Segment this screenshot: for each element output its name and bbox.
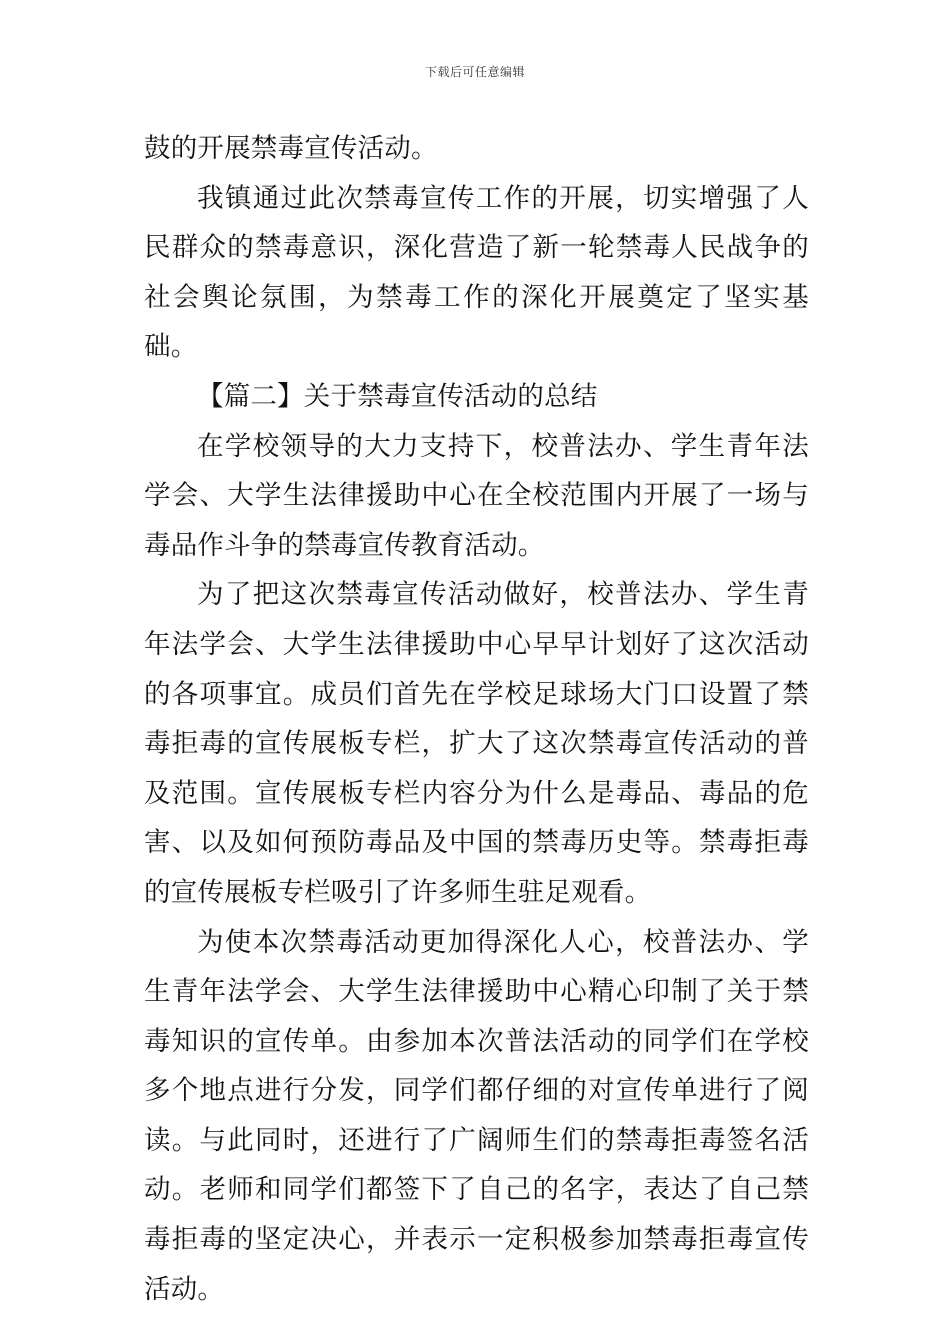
section-heading: 【篇二】关于禁毒宣传活动的总结 [197, 380, 598, 412]
paragraph-1: 鼓的开展禁毒宣传活动。 [144, 133, 438, 164]
paragraph-2: 我镇通过此次禁毒宣传工作的开展，切实增强了人民群众的禁毒意识，深化营造了新一轮禁毒人民战争的社会舆论氛围，为禁毒工作的深化开展奠定了坚实基础。 [144, 182, 809, 363]
document-body [144, 124, 809, 1314]
paragraph-4: 为了把这次禁毒宣传活动做好，校普法办、学生青年法学会、大学生法律援助中心早早计划好了这次活动的各项事宜。成员们首先在学校足球场大门口设置了禁毒拒毒的宣传展板专栏，扩大了这次禁毒宣传活动的普及范围。宣传展板专栏内容分为什么是毒品、毒品的危害、以及如何预防毒品及中国的禁毒历史等。禁毒拒毒的宣传展板专栏吸引了许多师生驻足观看。 [144, 579, 809, 908]
page-header: 下载后可任意编辑 [424, 65, 525, 79]
paragraph-5: 为使本次禁毒活动更加得深化人心，校普法办、学生青年法学会、大学生法律援助中心精心印制了关于禁毒知识的宣传单。由参加本次普法活动的同学们在学校多个地点进行分发，同学们都仔细的对宣传单进行了阅读。与此同时，还进行了广阔师生们的禁毒拒毒签名活动。老师和同学们都签下了自己的名字，表达了自己禁毒拒毒的坚定决心，并表示一定积极参加禁毒拒毒宣传活动。 [144, 926, 809, 1305]
paragraph-3: 在学校领导的大力支持下，校普法办、学生青年法学会、大学生法律援助中心在全校范围内开展了一场与毒品作斗争的禁毒宣传教育活动。 [144, 430, 809, 561]
